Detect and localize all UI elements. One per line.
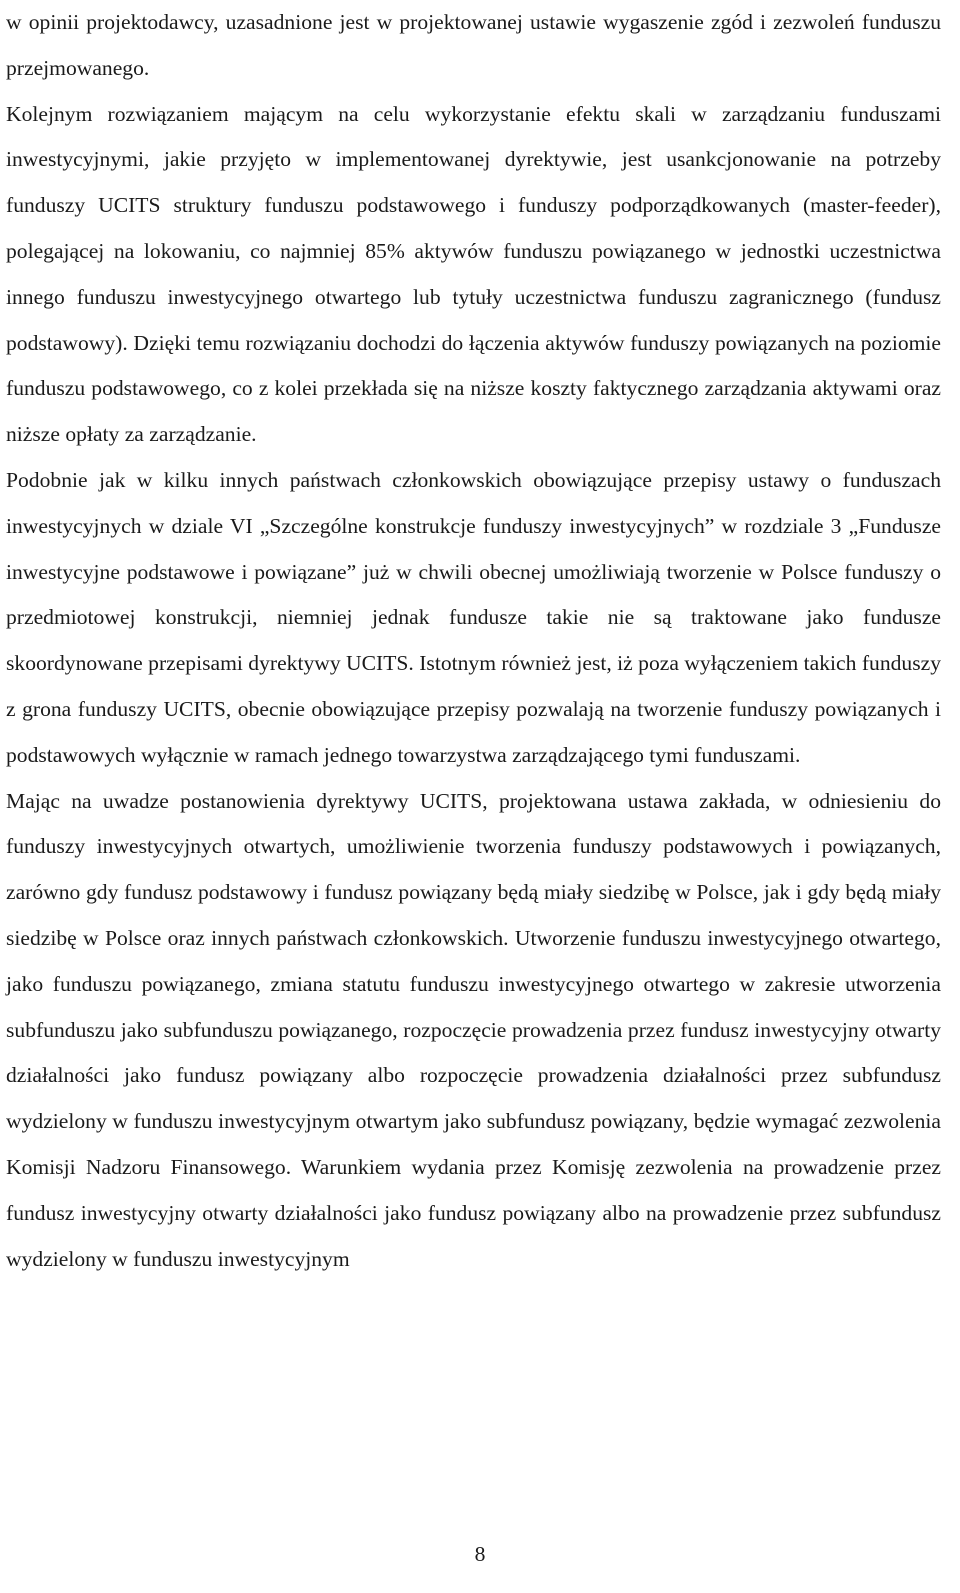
paragraph-2: Kolejnym rozwiązaniem mającym na celu wykorzystanie efektu skali w zarządzaniu funduszami inwestycyjnymi, jakie przyjęto w implementowanej dyrektywie, jest usankcjonowanie na potrzeby funduszy UCITS struktury funduszu podstawowego i funduszy podporządkowanych (master-feeder), polegającej na lokowaniu, co najmniej 85% aktywów funduszu powiązanego w jednostki uczestnictwa innego funduszu inwestycyjnego otwartego lub tytuły uczestnictwa funduszu zagranicznego (fundusz podstawowy). Dzięki temu rozwiązaniu dochodzi do łączenia aktywów funduszy powiązanych na poziomie funduszu podstawowego, co z kolei przekłada się na niższe koszty faktycznego zarządzania aktywami oraz niższe opłaty za zarządzanie.	[6, 101, 941, 447]
paragraph-4: Mając na uwadze postanowienia dyrektywy UCITS, projektowana ustawa zakłada, w odniesieniu do funduszy inwestycyjnych otwartych, umożliwienie tworzenia funduszy podstawowych i powiązanych, zarówno gdy fundusz podstawowy i fundusz powiązany będą miały siedzibę w Polsce, jak i gdy będą miały siedzibę w Polsce oraz innych państwach członkowskich. Utworzenie funduszu inwestycyjnego otwartego, jako funduszu powiązanego, zmiana statutu funduszu inwestycyjnego otwartego w zakresie utworzenia subfunduszu jako subfunduszu powiązanego, rozpoczęcie prowadzenia przez fundusz inwestycyjny otwarty działalności jako fundusz powiązany albo rozpoczęcie prowadzenia działalności przez subfundusz wydzielony w funduszu inwestycyjnym otwartym jako subfundusz powiązany, będzie wymagać zezwolenia Komisji Nadzoru Finansowego. Warunkiem wydania przez Komisję zezwolenia na prowadzenie przez fundusz inwestycyjny otwarty działalności jako fundusz powiązany albo na prowadzenie przez subfundusz wydzielony w funduszu inwestycyjnym	[6, 788, 941, 1271]
page-number: 8	[474, 1542, 486, 1566]
paragraph-3: Podobnie jak w kilku innych państwach członkowskich obowiązujące przepisy ustawy o funduszach inwestycyjnych w dziale VI „Szczególne konstrukcje funduszy inwestycyjnych” w rozdziale 3 „Fundusze inwestycyjne podstawowe i powiązane” już w chwili obecnej umożliwiają tworzenie w Polsce funduszy o przedmiotowej konstrukcji, niemniej jednak fundusze takie nie są traktowane jako fundusze skoordynowane przepisami dyrektywy UCITS. Istotnym również jest, iż poza wyłączeniem takich funduszy z grona funduszy UCITS, obecnie obowiązujące przepisy pozwalają na tworzenie funduszy powiązanych i podstawowych wyłącznie w ramach jednego towarzystwa zarządzającego tymi funduszami.	[6, 467, 941, 767]
paragraph-1: w opinii projektodawcy, uzasadnione jest w projektowanej ustawie wygaszenie zgód i zezwoleń funduszu przejmowanego.	[6, 10, 941, 80]
document-page	[6, 0, 941, 1282]
